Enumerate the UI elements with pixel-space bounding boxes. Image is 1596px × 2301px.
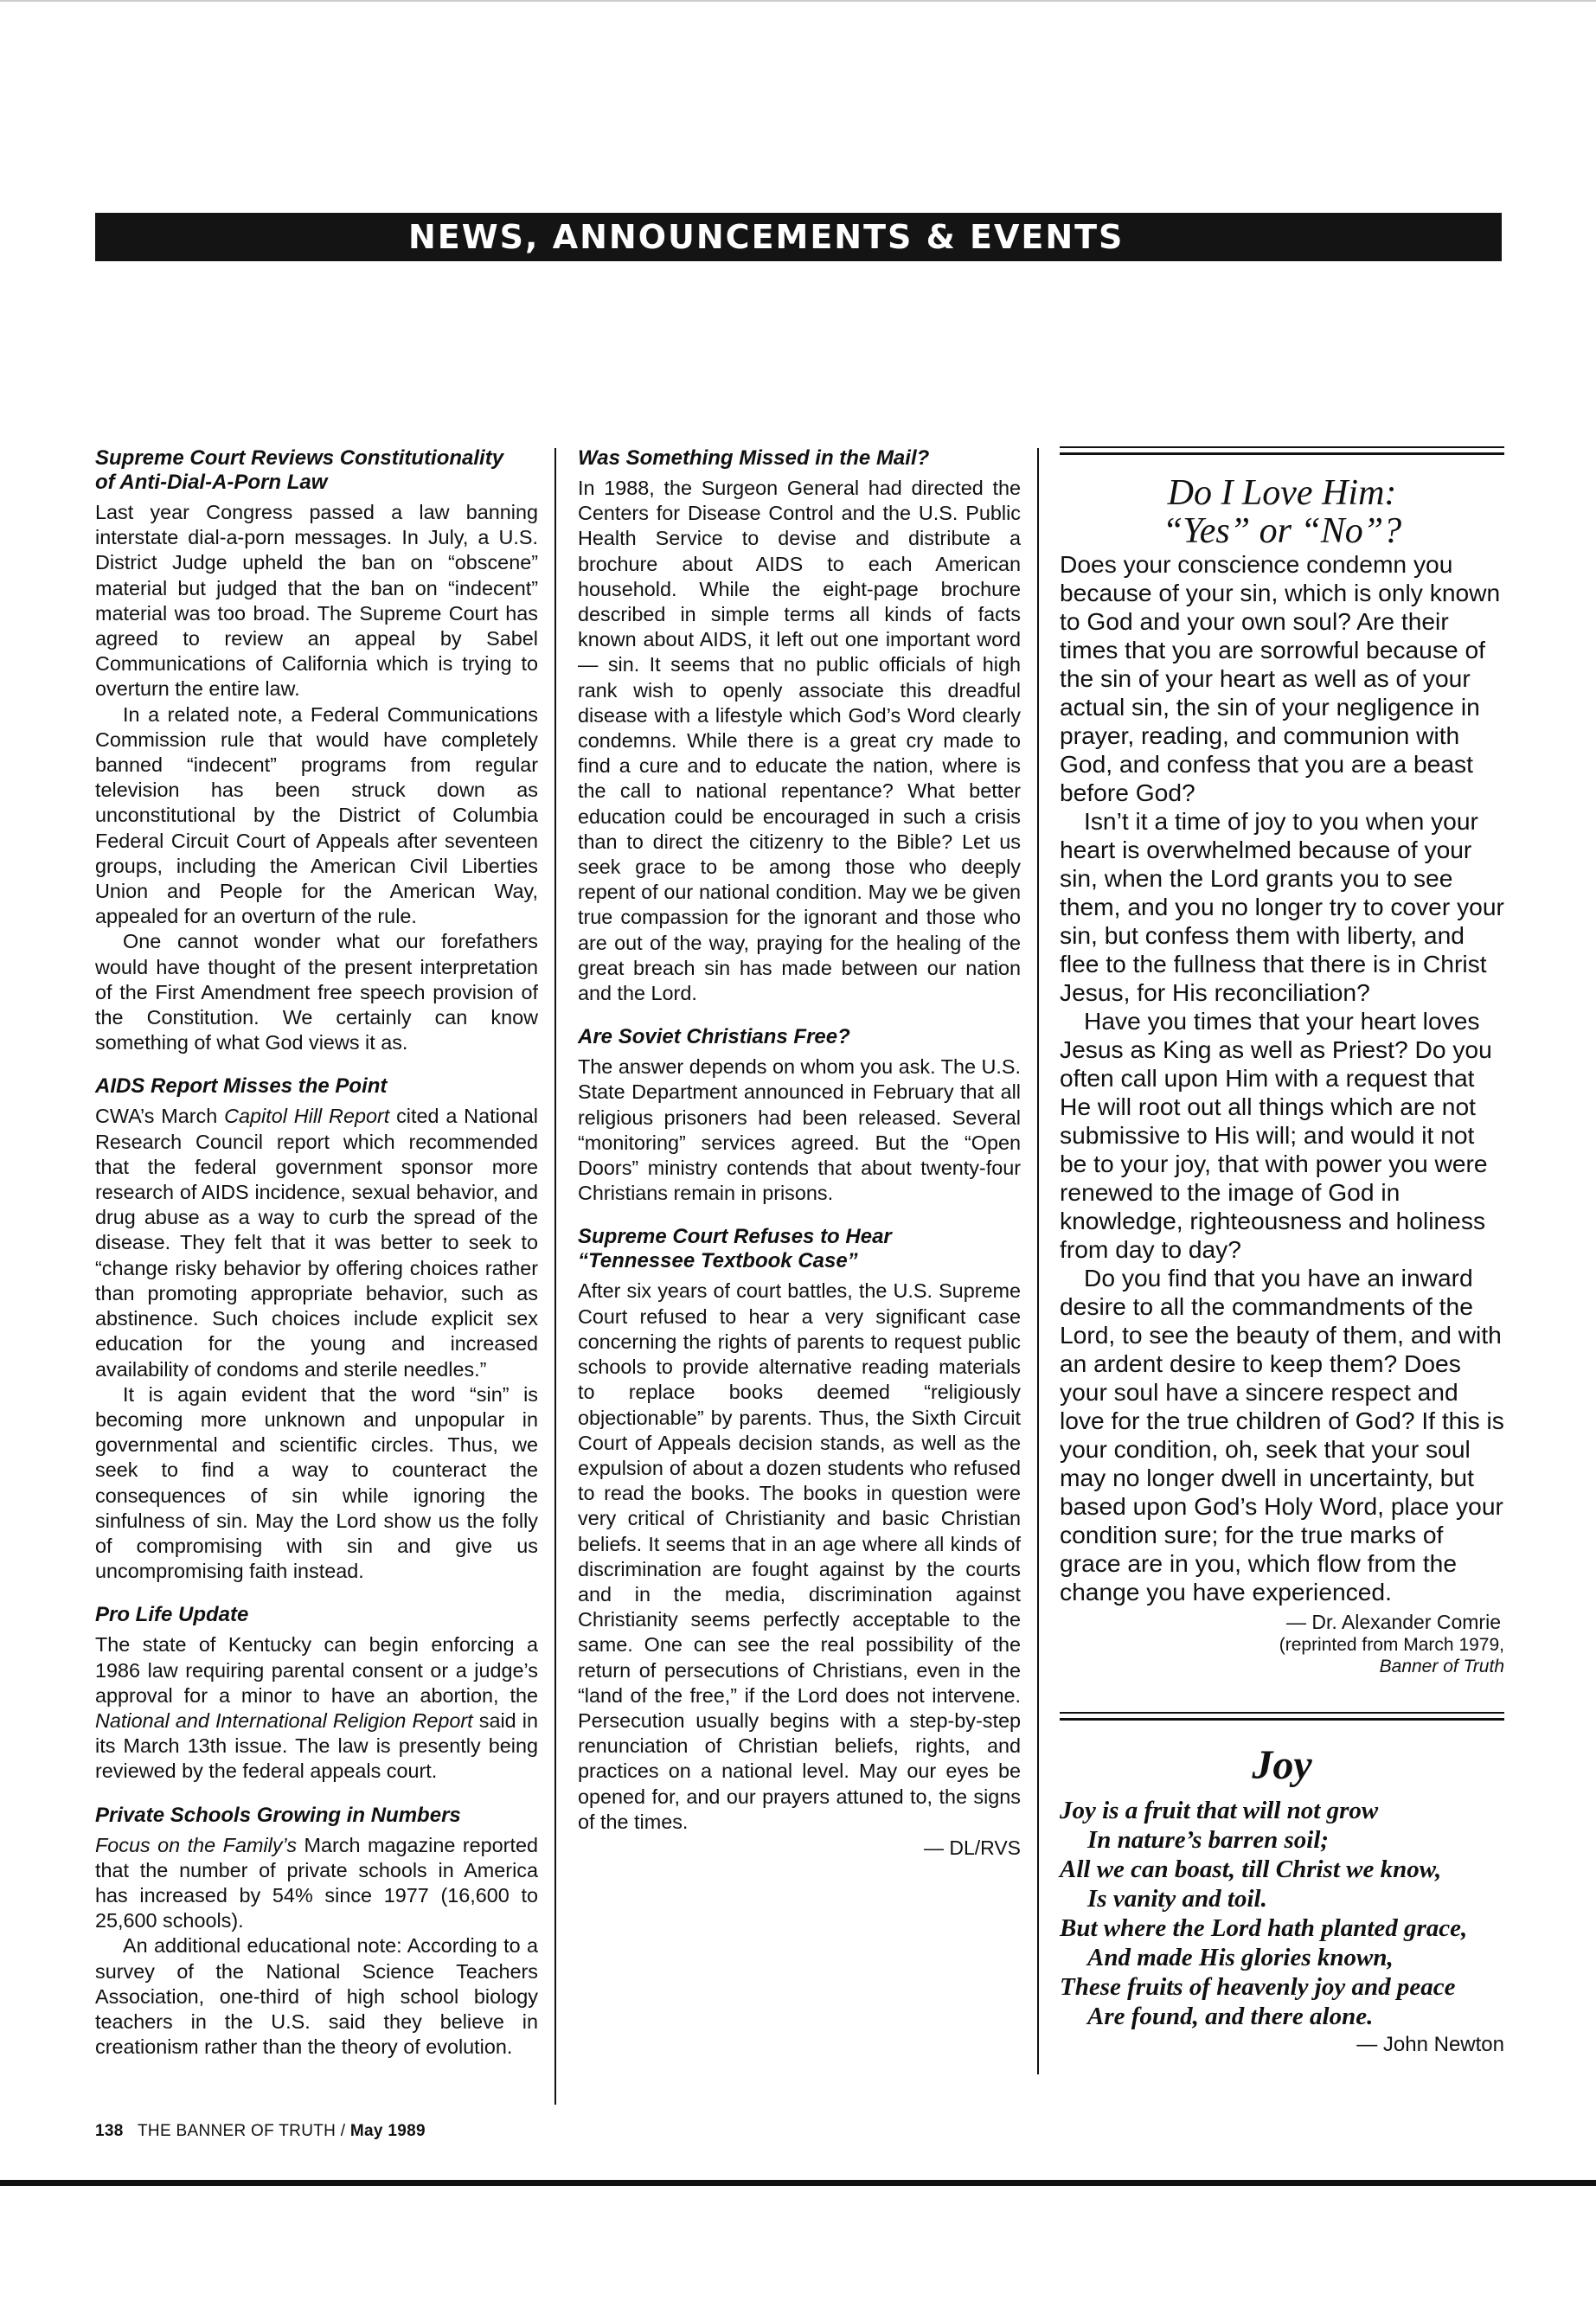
- page-number: 138: [95, 2122, 124, 2140]
- poem-line: These fruits of heavenly joy and peace: [1060, 1973, 1456, 2001]
- article-textbook-case: [578, 1225, 1021, 1859]
- article-headline: [95, 446, 538, 495]
- essay-author: — Dr. Alexander Comrie: [1286, 1611, 1501, 1633]
- section-banner: [95, 213, 1502, 261]
- double-rule: [1060, 446, 1504, 455]
- article-paragraph: The answer depends on whom you ask. The U.S. State Department announced in February that all religious prisoners had been released. Several “monitoring” services agreed. But the “Open Doors” ministry contends that about twenty-four Christians remain in prisons.: [578, 1055, 1021, 1205]
- article-paragraph: [95, 1632, 538, 1784]
- source-publication: Banner of Truth: [1379, 1657, 1504, 1676]
- article-headline: AIDS Report Misses the Point: [95, 1074, 388, 1099]
- love-essay: [1060, 550, 1504, 1606]
- publication-title: National and International Religion Report: [95, 1708, 473, 1732]
- bottom-rule: [0, 2180, 1596, 2186]
- article-paragraph: Last year Congress passed a law banning interstate dial-a-porn messages. In July, a U.S. District Judge upheld the ban on “obscene” material but judged that the ban on “indecent” material was too broad. The Supreme Court has agreed to review an appeal by Sabel Communications of California which is trying to overturn the entire law.: [95, 501, 538, 701]
- text-run: cited a National Research Council report which recommended that the federal government sponsor more research of AIDS incidence, sexual behavior, and drug abuse as a way to curb the spread of the disease. They felt that it was better to seek to “change risky behavior by offering choices rather than promoting appropriate behavior, such as abstinence. Such choices include explicit sex education for the young and increased availability of condoms and sterile needles.”: [95, 1105, 539, 1381]
- poem-line: But where the Lord hath planted grace,: [1060, 1914, 1468, 1942]
- article-headline: [578, 1225, 1021, 1273]
- poem-line: Is vanity and toil.: [1087, 1885, 1267, 1913]
- article-paragraph: After six years of court battles, the U.S. Supreme Court refused to hear a very significant case concerning the rights of parents to request public schools to provide alternative reading materials to replace books deemed “religiously objectionable” by parents. Thus, the Sixth Circuit Court of Appeals decision stands, as well as the expulsion of about a dozen students who refused to read the books. The books in question were very critical of Christianity and basic Christian beliefs. It seems that in an age where all kinds of discrimination are fought against by the courts and in the media, discrimination against Christianity seems perfectly acceptable to the same. One can see the real possibility of the return of persecutions of Christians, even in the “land of the free,” if the Lord does not intervene. Persecution usually begins with a step-by-step renunciation of Christian beliefs, rights, and practices on a national level. May our eyes be opened for, and our prayers attuned to, the signs of the times.: [578, 1279, 1021, 1833]
- essay-paragraph: Do you find that you have an inward desire to all the commandments of the Lord, to see the beauty of them, and with an ardent desire to keep them? Does your soul have a sincere respect and love for the true children of God? If this is your condition, oh, seek that your soul may no longer dwell in uncertainty, but based upon God’s Holy Word, place your condition sure; for the true marks of grace are in you, which flow from the change you have experienced.: [1060, 1264, 1504, 1606]
- essay-source: [1060, 1634, 1504, 1677]
- double-rule: [1060, 1712, 1504, 1721]
- column-2: [578, 446, 1021, 1879]
- column-1: [95, 446, 538, 2079]
- headline-line: of Anti-Dial-A-Porn Law: [95, 471, 328, 494]
- article-aids-report: [95, 1074, 538, 1584]
- article-paragraph: An additional educational note: According to a survey of the National Science Teachers Association, one-third of high school biology teachers in the U.S. said they believe in creationism rather than the theory of evolution.: [95, 1934, 538, 2059]
- poem-line: And made His glories known,: [1087, 1944, 1394, 1971]
- essay-paragraph: Have you times that your heart loves Jesus as King as well as Priest? Do you often call upon Him with a request that He will root out all things which are not submissive to His will; and would it not be to your joy, that with power you were renewed to the image of God in knowledge, righteousness and holiness from day to day?: [1060, 1007, 1492, 1263]
- page-footer: [95, 2122, 426, 2141]
- article-scotus-dial-a-porn: [95, 446, 538, 1055]
- publication-name: THE BANNER OF TRUTH /: [138, 2122, 346, 2140]
- article-paragraph: In a related note, a Federal Communications Commission rule that would have completely banned “indecent” programs from regular television has been struck down as unconstitutional by the District of Columbia Federal Circuit Court of Appeals after seventeen groups, including the American Civil Liberties Union and People for the American Way, appealed for an overturn of the rule.: [95, 702, 538, 928]
- article-paragraph: [95, 1833, 538, 1934]
- article-paragraph: It is again evident that the word “sin” is becoming more unknown and unpopular in governmental and scientific circles. Thus, we seek to find a way to counteract the consequences of sin while ignoring the sinfulness of sin. May the Lord show us the folly of compromising with sin and give us uncompromising faith instead.: [95, 1382, 538, 1583]
- headline-line: Supreme Court Reviews Constitutionality: [95, 446, 504, 470]
- title-line: “Yes” or “No”?: [1162, 511, 1402, 551]
- poem-line: In nature’s barren soil;: [1087, 1826, 1330, 1854]
- source-line: (reprinted from March 1979,: [1279, 1635, 1504, 1655]
- article-paragraph: One cannot wonder what our forefathers would have thought of the present interpretation of the First Amendment free speech provision of the Constitution. We certainly can know something of what God views it as.: [95, 930, 538, 1054]
- article-missed-mail: [578, 446, 1021, 1006]
- poem-title: Joy: [1252, 1742, 1312, 1788]
- poem-line: Are found, and there alone.: [1087, 2003, 1374, 2030]
- issue-date: May 1989: [349, 2122, 426, 2140]
- headline-line: “Tennessee Textbook Case”: [578, 1249, 858, 1273]
- text-run: The state of Kentucky can begin enforcing a 1986 law requiring parental consent or a judge’s approval for a minor to have an abortion, the: [95, 1633, 538, 1707]
- article-signature: — DL/RVS: [923, 1836, 1021, 1859]
- article-private-schools: [95, 1804, 538, 2061]
- column-divider: [554, 448, 556, 2105]
- banner-title: NEWS, ANNOUNCEMENTS & EVENTS: [408, 218, 1125, 256]
- column-3: [1060, 446, 1504, 2057]
- text-run: March magazine reported that the number of private schools in America has increased by 54% since 1977 (16,600 to 25,600 schools).: [95, 1833, 538, 1932]
- article-paragraph: In 1988, the Surgeon General had directed the Centers for Disease Control and the U.S. Public Health Service to devise and distribute a brochure about AIDS to each American household. While the eight-page brochure described in simple terms all kinds of facts known about AIDS, it left out one important word — sin. It seems that no public officials of high rank wish to openly associate this dreadful disease with a lifestyle which God’s Word clearly condemns. While there is a great cry made to find a cure and to educate the nation, where is the call to national repentance? What better education could be encouraged in such a crisis than to direct the citizenry to the Bible? Let us seek grace to be among those who deeply repent of our national condition. May we be given true compassion for the ignorant and those who are out of the way, praying for the healing of the great breach sin has made between our nation and the Lord.: [578, 477, 1021, 1005]
- poem-author: — John Newton: [1356, 2033, 1504, 2056]
- publication-title: Capitol Hill Report: [224, 1105, 390, 1128]
- text-run: said in its March 13th issue. The law is presently being reviewed by the federal appeals court.: [95, 1708, 538, 1783]
- poem: [1060, 1796, 1504, 2031]
- poem-line: All we can boast, till Christ we know,: [1060, 1856, 1442, 1883]
- essay-paragraph: Does your conscience condemn you because of your sin, which is only known to God and your own soul? Are their times that you are sorrowful because of the sin of your heart as well as of your actual sin, the sin of your negligence in prayer, reading, and communion with God, and confess that you are a beast before God?: [1060, 550, 1501, 806]
- article-pro-life: [95, 1603, 538, 1784]
- poem-line: Joy is a fruit that will not grow: [1060, 1797, 1379, 1824]
- essay-paragraph: Isn’t it a time of joy to you when your heart is overwhelmed because of your sin, when the Lord grants you to see them, and you no longer try to cover your sin, but confess them with liberty, and flee to the fullness that there is in Christ Jesus, for His reconciliation?: [1060, 807, 1504, 1006]
- column-divider: [1037, 448, 1039, 2074]
- love-title: [1060, 474, 1504, 550]
- text-run: CWA’s March: [95, 1105, 225, 1128]
- title-line: Do I Love Him:: [1167, 473, 1397, 513]
- headline-line: Supreme Court Refuses to Hear: [578, 1225, 892, 1249]
- article-headline: Private Schools Growing in Numbers: [95, 1803, 461, 1827]
- top-rule: [0, 0, 1596, 2]
- article-headline: Are Soviet Christians Free?: [578, 1025, 850, 1049]
- publication-title: Focus on the Family’s: [95, 1833, 298, 1856]
- article-headline: Was Something Missed in the Mail?: [578, 446, 930, 470]
- article-soviet-christians: [578, 1025, 1021, 1206]
- article-headline: Pro Life Update: [95, 1603, 249, 1627]
- article-paragraph: [95, 1104, 538, 1381]
